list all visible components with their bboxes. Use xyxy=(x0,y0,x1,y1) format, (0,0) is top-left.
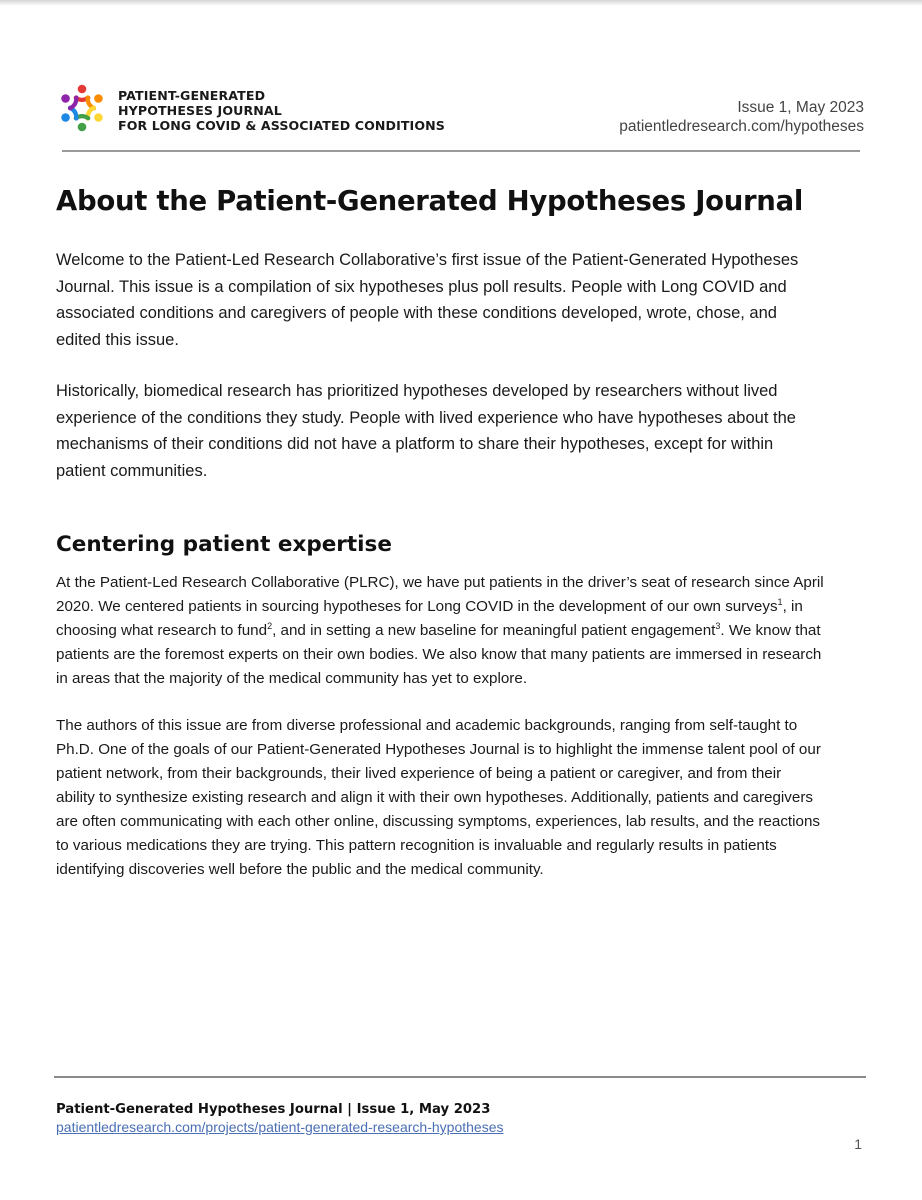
footnote-ref-2[interactable]: 2 xyxy=(267,620,273,631)
text-line: Historically, biomedical research has prioritized hypotheses developed by researchers without lived xyxy=(56,382,778,400)
text-line: The authors of this issue are from diverse professional and academic backgrounds, ranging from self-taught to xyxy=(56,717,798,734)
logo-figure-head xyxy=(78,85,87,94)
text-line: patients are the foremost experts on their own bodies. We also know that many patients are immersed in research xyxy=(56,646,822,663)
logo-figure-head xyxy=(94,113,103,122)
logo-figure-body xyxy=(70,97,76,108)
text-line: mechanisms of their conditions did not have a platform to share their hypotheses, except for within xyxy=(56,435,774,453)
plrc-paragraph xyxy=(56,571,870,691)
text-line xyxy=(56,595,870,619)
history-paragraph xyxy=(56,378,856,484)
top-edge-shadow xyxy=(0,0,922,6)
footnote-ref-1[interactable]: 1 xyxy=(777,596,783,607)
text-line: patient network, from their backgrounds, their lived experience of being a patient or caregiver, and from their xyxy=(56,765,782,782)
logo-figure-head xyxy=(94,94,103,103)
text-line: identifying discoveries well before the public and the medical community. xyxy=(56,861,544,878)
text-run: choosing what research to fund xyxy=(56,622,268,639)
page-header xyxy=(56,80,864,140)
text-run: 2020. We centered patients in sourcing hypotheses for Long COVID in the development of our own surveys xyxy=(56,598,778,615)
issue-label: Issue 1, May 2023 xyxy=(737,99,864,116)
page-number: 1 xyxy=(854,1136,862,1152)
page-title: About the Patient-Generated Hypotheses Journal xyxy=(56,185,803,217)
text-line: Ph.D. One of the goals of our Patient-Generated Hypotheses Journal is to highlight the immense talent pool of our xyxy=(56,741,821,758)
section-heading: Centering patient expertise xyxy=(56,532,392,557)
intro-paragraph xyxy=(56,247,856,353)
text-line: Welcome to the Patient-Led Research Collaborative’s first issue of the Patient-Generated Hypotheses xyxy=(56,251,799,269)
text-line: patient communities. xyxy=(56,461,208,480)
text-line: edited this issue. xyxy=(56,330,179,349)
text-line: At the Patient-Led Research Collaborative (PLRC), we have put patients in the driver’s seat of research since April xyxy=(56,574,824,591)
text-run: . We know that xyxy=(720,622,821,639)
journal-name-line: HYPOTHESES JOURNAL xyxy=(118,103,282,118)
footer-title: Patient-Generated Hypotheses Journal | Issue 1, May 2023 xyxy=(56,1102,491,1117)
journal-name-line: PATIENT-GENERATED xyxy=(118,88,266,103)
logo-figure-head xyxy=(61,94,70,103)
text-line: associated conditions and caregivers of people with these conditions developed, wrote, chose, and xyxy=(56,304,777,322)
text-line: to various medications they are trying. This pattern recognition is invaluable and regularly results in patients xyxy=(56,837,777,854)
header-url: patientledresearch.com/hypotheses xyxy=(619,118,864,135)
logo-figure-head xyxy=(61,113,70,122)
authors-paragraph xyxy=(56,714,870,882)
text-line: are often communicating with each other online, discussing symptoms, experiences, lab results, and the reactions xyxy=(56,813,820,830)
text-run: , and in setting a new baseline for meaningful patient engagement xyxy=(272,622,716,639)
issue-info xyxy=(619,98,864,136)
text-line: ability to synthesize existing research and align it with their own hypotheses. Additionally, patients and caregivers xyxy=(56,789,813,806)
journal-name xyxy=(118,88,445,133)
footer-divider xyxy=(54,1076,866,1078)
text-line: in areas that the majority of the medical community has yet to explore. xyxy=(56,670,528,687)
text-line xyxy=(56,619,870,643)
journal-name-line: FOR LONG COVID & ASSOCIATED CONDITIONS xyxy=(118,118,445,133)
plrc-logo-icon xyxy=(56,82,108,134)
text-line: experience of the conditions they study. People with lived experience who have hypotheses about the xyxy=(56,408,796,427)
text-run: , in xyxy=(782,598,803,615)
header-divider xyxy=(62,150,860,152)
footnote-ref-3[interactable]: 3 xyxy=(715,620,721,631)
text-line: Journal. This issue is a compilation of six hypotheses plus poll results. People with Long COVID and xyxy=(56,277,787,296)
footer-link[interactable]: patientledresearch.com/projects/patient-generated-research-hypotheses xyxy=(56,1119,504,1135)
logo-figure-head xyxy=(78,123,87,132)
